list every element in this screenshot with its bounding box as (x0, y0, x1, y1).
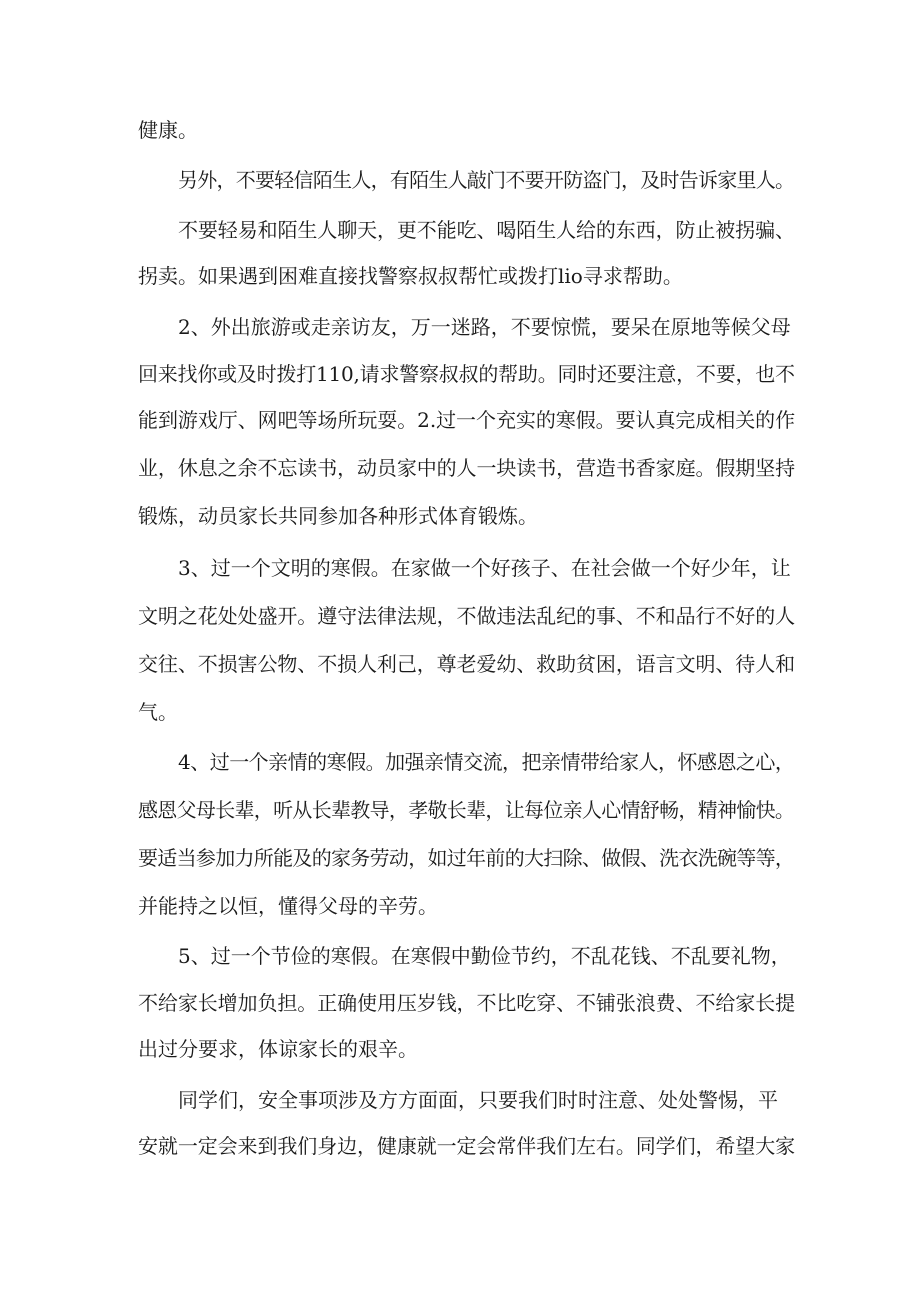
text-line: 健康。 (138, 118, 198, 142)
text-line: 出过分要求，体谅家长的艰辛。 (138, 1037, 418, 1061)
text-line: 不给家长增加负担。正确使用压岁钱，不比吃穿、不铺张浪费、不给家长提 (138, 991, 796, 1015)
text-line: 文明之花处处盛开。遵守法律法规，不做违法乱纪的事、不和品行不好的人 (138, 604, 796, 628)
paragraph-line (0, 888, 920, 924)
text-line: 4、过一个亲情的寒假。加强亲情交流，把亲情带给家人，怀感恩之心， (178, 750, 795, 774)
paragraph-line (0, 498, 920, 534)
text-line: 5、过一个节俭的寒假。在寒假中勤俭节约，不乱花钱、不乱要礼物， (178, 944, 791, 968)
text-line: 并能持之以恒，懂得父母的辛劳。 (138, 894, 438, 918)
paragraph-line (0, 112, 920, 148)
paragraph-line (0, 1031, 920, 1067)
text-line: 另外，不要轻信陌生人，有陌生人敲门不要开防盗门，及时告诉家里人。 (178, 168, 795, 192)
text-line: 交往、不损害公物、不损人利己，尊老爱幼、救助贫困，语言文明、待人和 (138, 652, 796, 676)
text-line: 2、外出旅游或走亲访友，万一迷路，不要惊慌，要呆在原地等候父母 (178, 315, 791, 339)
paragraph-line (0, 309, 920, 345)
paragraph-line (0, 744, 920, 780)
paragraph-line (0, 985, 920, 1021)
text-line: 能到游戏厅、网吧等场所玩耍。2.过一个充实的寒假。要认真完成相关的作 (138, 408, 796, 432)
text-line: 要适当参加力所能及的家务劳动，如过年前的大扫除、做假、洗衣洗碗等等， (138, 846, 795, 870)
paragraph-line (0, 646, 920, 682)
paragraph-line (0, 450, 920, 486)
text-line: 同学们，安全事项涉及方方面面，只要我们时时注意、处处警惕，平 (178, 1088, 778, 1112)
paragraph-line (0, 1128, 920, 1164)
paragraph-line (0, 402, 920, 438)
text-line: 3、过一个文明的寒假。在家做一个好孩子、在社会做一个好少年，让 (178, 556, 791, 580)
text-line: 不要轻易和陌生人聊天，更不能吃、喝陌生人给的东西，防止被拐骗、 (178, 218, 795, 242)
paragraph-line (0, 162, 920, 198)
text-line: 锻炼，动员家长共同参加各种形式体育锻炼。 (138, 504, 538, 528)
paragraph-line (0, 356, 920, 392)
paragraph-line (0, 1082, 920, 1118)
text-line: 气。 (138, 700, 178, 724)
text-line: 安就一定会来到我们身边，健康就一定会常伴我们左右。同学们，希望大家 (138, 1134, 796, 1158)
paragraph-line (0, 550, 920, 586)
paragraph-line (0, 792, 920, 828)
text-line: 回来找你或及时拨打110,请求警察叔叔的帮助。同时还要注意，不要，也不 (138, 362, 795, 386)
text-line: 业，休息之余不忘读书，动员家中的人一块读书，营造书香家庭。假期坚持 (138, 456, 796, 480)
text-line: 感恩父母长辈，听从长辈教导，孝敬长辈，让每位亲人心情舒畅，精神愉快。 (138, 798, 795, 822)
paragraph-line (0, 694, 920, 730)
paragraph-line (0, 938, 920, 974)
text-line: 拐卖。如果遇到困难直接找警察叔叔帮忙或拨打lio寻求帮助。 (138, 264, 683, 288)
paragraph-line (0, 212, 920, 248)
paragraph-line (0, 258, 920, 294)
paragraph-line (0, 598, 920, 634)
paragraph-line (0, 840, 920, 876)
